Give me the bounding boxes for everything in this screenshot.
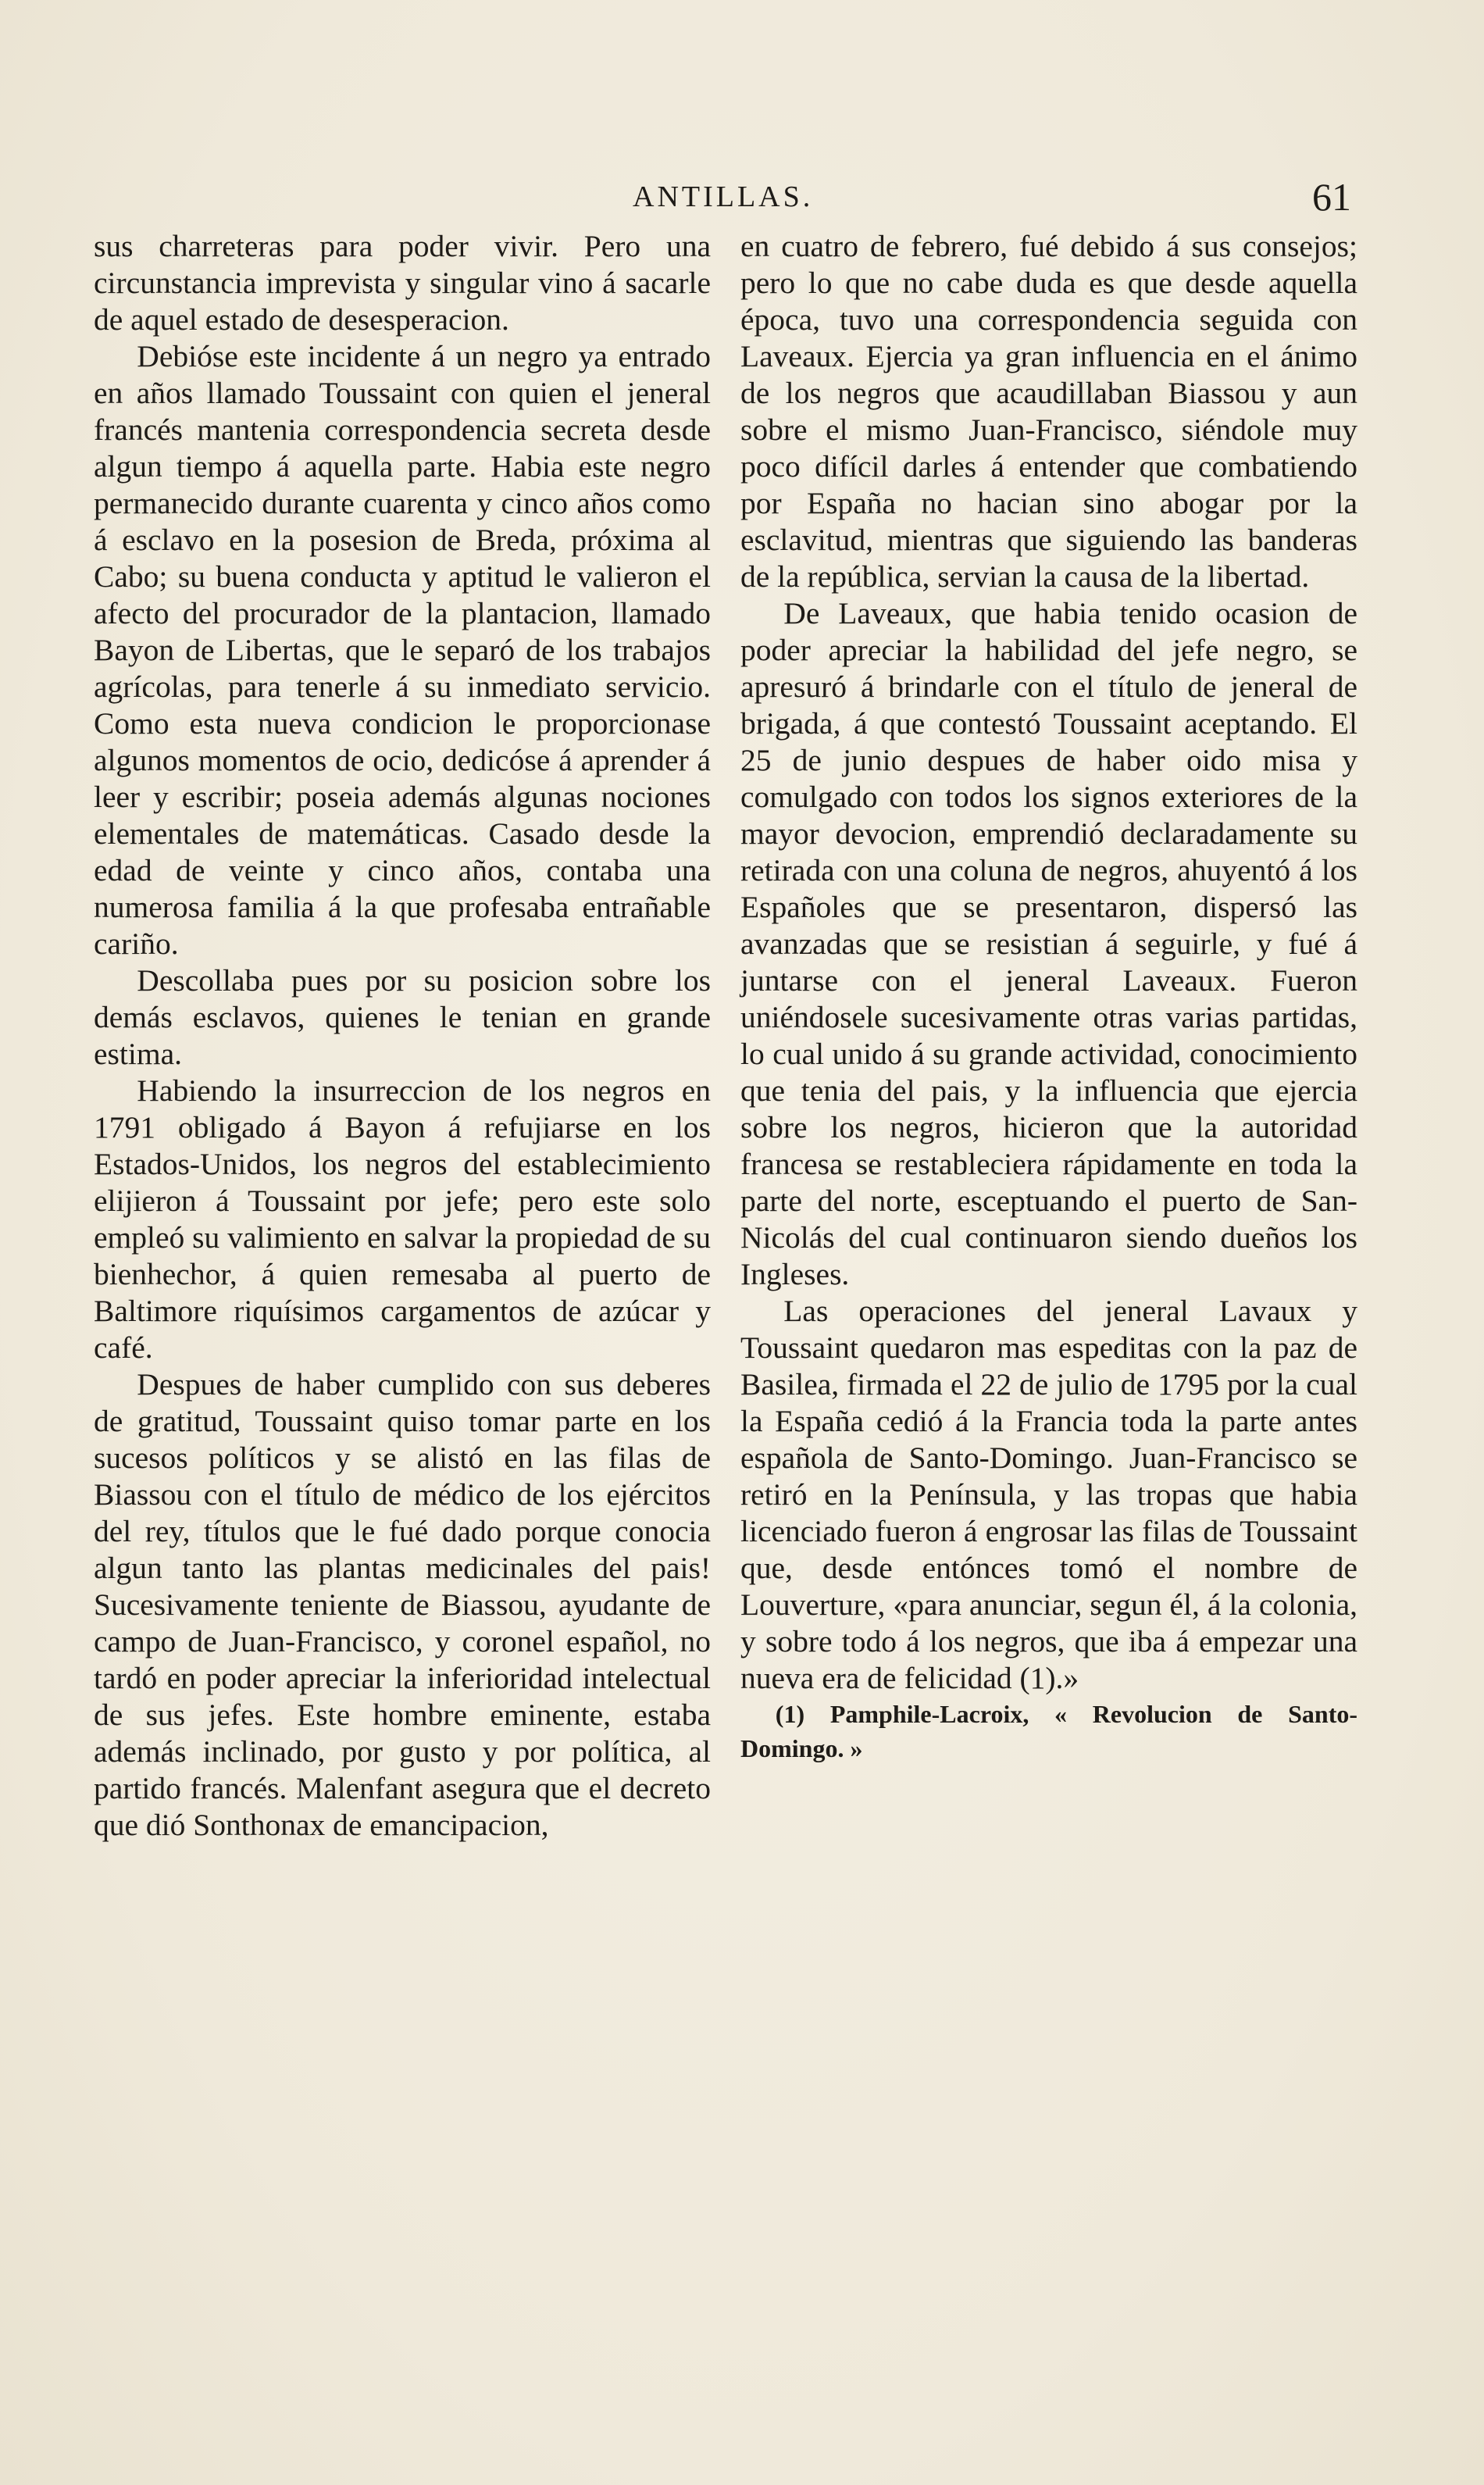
paragraph: Descollaba pues por su posicion sobre los demás esclavos, quienes le tenian en grande estima.	[94, 963, 711, 1071]
paragraph: Despues de haber cumplido con sus deberes de gratitud, Toussaint quiso tomar parte en los sucesos políticos y se alistó en las filas de Biassou con el título de médico de los ejércitos del rey, títulos que le fué dado porque conocia algun tanto las plantas medicinales del pais! Sucesivamente teniente de Biassou, ayudante de campo de Juan-Francisco, y coronel español, no tardó en poder apreciar la inferioridad intelectual de sus jefes. Este hombre eminente, estaba además inclinado, por gusto y por política, al partido francés. Malenfant asegura que el decreto que dió Sonthonax de emancipacion,	[94, 1367, 711, 1842]
paragraph: sus charreteras para poder vivir. Pero una circunstancia imprevista y singular vino á sacarle de aquel estado de desesperacion.	[94, 229, 711, 337]
paragraph: Debióse este incidente á un negro ya entrado en años llamado Toussaint con quien el jeneral francés mantenia correspondencia secreta desde algun tiempo á aquella parte. Habia este negro permanecido durante cuarenta y cinco años como á esclavo en la posesion de Breda, próxima al Cabo; su buena conducta y aptitud le valieron el afecto del procurador de la plantacion, llamado Bayon de Libertas, que le separó de los trabajos agrícolas, para tenerle á su inmediato servicio. Como esta nueva condicion le proporcionase algunos momentos de ocio, dedicóse á aprender á leer y escribir; poseia además algunas nociones elementales de matemáticas. Casado desde la edad de veinte y cinco años, contaba una numerosa familia á la que profesaba entrañable cariño.	[94, 339, 711, 961]
paragraph: en cuatro de febrero, fué debido á sus consejos; pero lo que no cabe duda es que desde aquella época, tuvo una correspondencia seguida con Laveaux. Ejercia ya gran influencia en el ánimo de los negros que acaudillaban Biassou y aun sobre el mismo Juan-Francisco, siéndole muy poco difícil darles á entender que combatiendo por España no hacian sino abogar por la esclavitud, mientras que siguiendo las banderas de la república, servian la causa de la libertad.	[740, 229, 1357, 594]
paragraph: Las operaciones del jeneral Lavaux y Toussaint quedaron mas espeditas con la paz de Basilea, firmada el 22 de julio de 1795 por la cual la España cedió á la Francia toda la parte antes española de Santo-Domingo. Juan-Francisco se retiró en la Península, y las tropas que habia licenciado fueron á engrosar las filas de Toussaint que, desde entónces tomó el nombre de Louverture, «para anunciar, segun él, á la colonia, y sobre todo á los negros, que iba á empezar una nueva era de felicidad (1).»	[740, 1294, 1357, 1695]
paragraph: Habiendo la insurreccion de los negros en 1791 obligado á Bayon á refujiarse en los Estados-Unidos, los negros del establecimiento elijieron á Toussaint por jefe; pero este solo empleó su valimiento en salvar la propiedad de su bienhechor, á quien remesaba al puerto de Baltimore riquísimos cargamentos de azúcar y café.	[94, 1073, 711, 1365]
footnote: (1) Pamphile-Lacroix, « Revolucion de Santo-Domingo. »	[740, 1700, 1357, 1762]
page-header	[0, 173, 1484, 220]
paragraph: De Laveaux, que habia tenido ocasion de poder apreciar la habilidad del jefe negro, se apresuró á brindarle con el título de jeneral de brigada, á que contestó Toussaint aceptando. El 25 de junio despues de haber oido misa y comulgado con todos los signos exteriores de la mayor devocion, emprendió declaradamente su retirada con una coluna de negros, ahuyentó á los Españoles que se presentaron, dispersó las avanzadas que se resistian á seguirle, y fué á juntarse con el jeneral Laveaux. Fueron uniéndosele sucesivamente otras varias partidas, lo cual unido á su grande actividad, conocimiento que tenia del pais, y la influencia que ejercia sobre los negros, hicieron que la autoridad francesa se restableciera rápidamente en toda la parte del norte, esceptuando el puerto de San-Nicolás del cual continuaron siendo dueños los Ingleses.	[740, 596, 1357, 1291]
left-column	[94, 228, 711, 1844]
running-title: ANTILLAS.	[633, 180, 814, 213]
right-column	[740, 228, 1357, 1766]
page-number: 61	[1312, 175, 1351, 219]
